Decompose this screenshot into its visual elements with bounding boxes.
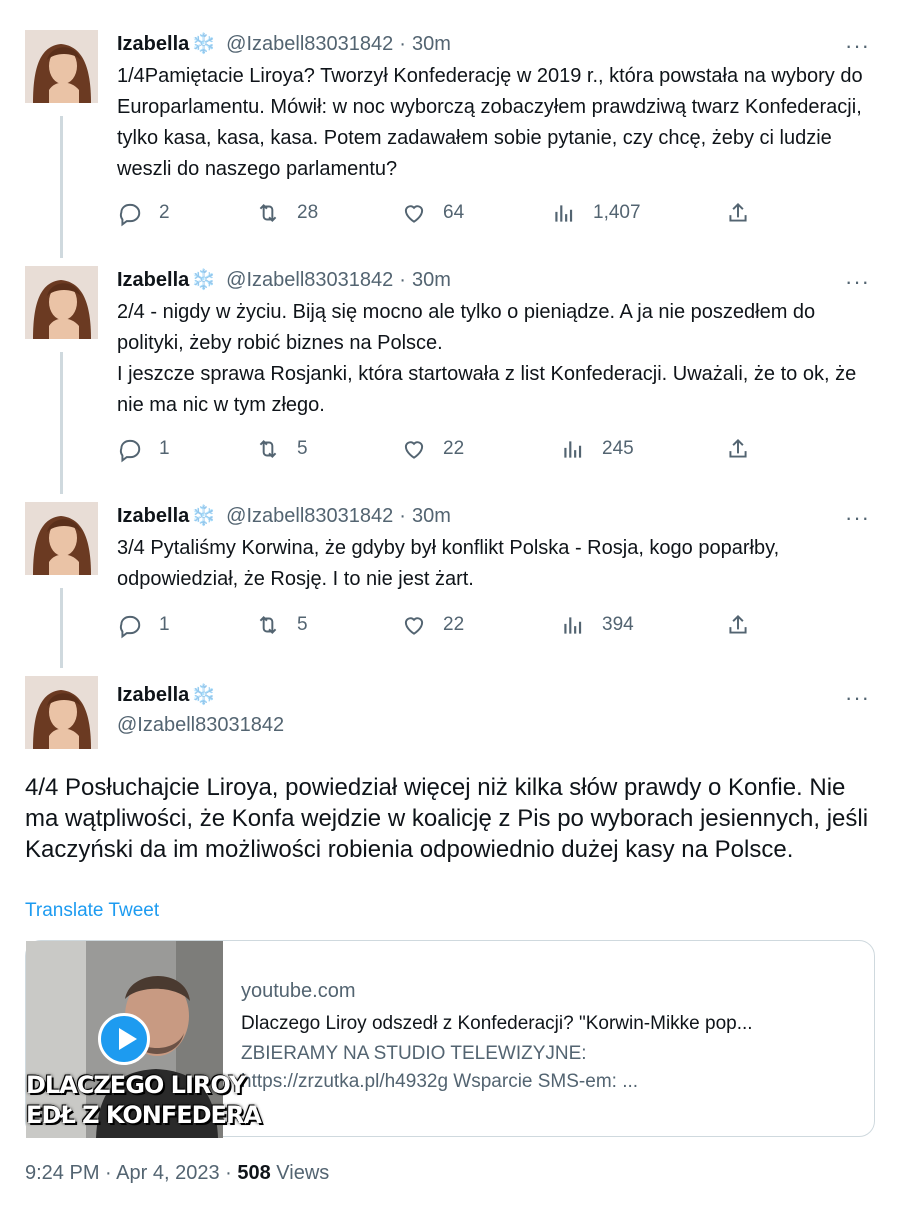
snowflake-icon: ❄️ <box>191 505 217 527</box>
tweet-text: 1/4Pamiętacie Liroya? Tworzył Konfederację w 2019 r., która powstała na wybory do Europarlamentu. Mówił: w noc wyborczą zobaczyłem prawdziwą twarz Konfederacji, tylko kasa, kasa, kasa. Potem zadawałem sobie pytanie, czy chcę, żeby ci ludzie weszli do naszego parlamentu? <box>117 65 863 180</box>
tweet-time[interactable]: 30m <box>411 33 451 55</box>
share-button[interactable] <box>725 612 751 638</box>
like-count: 22 <box>443 614 465 635</box>
reply-button[interactable] <box>117 200 170 226</box>
tweet-text: 2/4 - nigdy w życiu. Biją się mocno ale tylko o pieniądze. A ja nie poszedłem do polityki, żeby robić biznes na Polsce. I jeszcze sprawa Rosjanki, która startowała z list Konfederacji. Uważali, że to ok, że nie ma nic w tym złego. <box>117 301 857 416</box>
views-button[interactable] <box>560 612 634 638</box>
reply-button[interactable] <box>117 612 170 638</box>
tweet-text: 3/4 Pytaliśmy Korwina, że gdyby był konflikt Polska - Rosja, kogo poparłby, odpowiedział, że Rosję. I to nie jest żart. <box>117 537 780 590</box>
views-button[interactable] <box>560 436 634 462</box>
analytics-icon <box>551 200 577 226</box>
share-button[interactable] <box>725 200 751 226</box>
retweet-count: 5 <box>297 614 308 635</box>
tweet-3[interactable] <box>0 476 900 656</box>
share-icon <box>725 436 751 462</box>
thumbnail-caption-1: DLACZEGO LIROY <box>26 1071 246 1099</box>
avatar[interactable] <box>25 502 98 575</box>
tweet-header <box>117 504 451 528</box>
translate-tweet-link[interactable]: Translate Tweet <box>25 900 160 921</box>
author-handle[interactable]: @Izabell83031842 <box>226 269 394 291</box>
reply-icon <box>117 436 143 462</box>
author-handle[interactable]: @Izabell83031842 <box>117 714 285 736</box>
reply-button[interactable] <box>117 436 170 462</box>
retweet-icon <box>255 612 281 638</box>
tweet-header <box>117 268 451 292</box>
like-button[interactable] <box>401 612 464 638</box>
more-options-icon[interactable]: ··· <box>845 505 870 530</box>
separator-dot: · <box>399 269 406 291</box>
reply-count: 1 <box>159 438 170 459</box>
retweet-icon <box>255 436 281 462</box>
tweet-actions <box>117 612 757 642</box>
tweet-actions <box>117 436 757 466</box>
tweet-1[interactable] <box>0 0 900 240</box>
views-count: 245 <box>602 438 634 459</box>
link-domain: youtube.com <box>241 980 356 1002</box>
like-button[interactable] <box>401 200 464 226</box>
link-card-body <box>223 941 874 1136</box>
tweet-views-label: Views <box>270 1162 330 1184</box>
like-button[interactable] <box>401 436 464 462</box>
views-button[interactable] <box>551 200 641 226</box>
share-icon <box>725 200 751 226</box>
avatar[interactable] <box>25 676 98 749</box>
snowflake-icon: ❄️ <box>191 33 217 55</box>
reply-count: 2 <box>159 202 170 223</box>
author-name[interactable]: Izabella <box>117 684 190 706</box>
play-icon[interactable] <box>98 1013 150 1065</box>
tweet-time[interactable]: 30m <box>411 269 451 291</box>
heart-icon <box>401 200 427 226</box>
like-count: 22 <box>443 438 465 459</box>
reply-count: 1 <box>159 614 170 635</box>
author-handle[interactable]: @Izabell83031842 <box>226 505 394 527</box>
analytics-icon <box>560 612 586 638</box>
retweet-count: 28 <box>297 202 319 223</box>
link-description-line-2: https://zrzutka.pl/h4932g Wsparcie SMS-em: ... <box>241 1071 639 1092</box>
link-card[interactable] <box>25 940 875 1137</box>
snowflake-icon: ❄️ <box>191 684 217 706</box>
video-thumbnail[interactable] <box>26 941 262 1138</box>
tweet-header <box>117 32 451 56</box>
tweet-actions <box>117 200 757 230</box>
tweet-views-count: 508 <box>237 1162 271 1184</box>
more-options-icon[interactable]: ··· <box>845 685 870 710</box>
snowflake-icon: ❄️ <box>191 269 217 291</box>
tweet-meta <box>25 1162 329 1185</box>
reply-icon <box>117 200 143 226</box>
analytics-icon <box>560 436 586 462</box>
reply-icon <box>117 612 143 638</box>
heart-icon <box>401 436 427 462</box>
main-author-block <box>117 682 284 738</box>
author-handle[interactable]: @Izabell83031842 <box>226 33 394 55</box>
retweet-button[interactable] <box>255 612 308 638</box>
tweet-timestamp[interactable]: 9:24 PM · Apr 4, 2023 · <box>25 1162 238 1184</box>
link-description-line-1: ZBIERAMY NA STUDIO TELEWIZYJNE: <box>241 1043 587 1064</box>
more-options-icon[interactable]: ··· <box>845 33 870 58</box>
retweet-icon <box>255 200 281 226</box>
retweet-count: 5 <box>297 438 308 459</box>
share-button[interactable] <box>725 436 751 462</box>
link-title: Dlaczego Liroy odszedł z Konfederacji? "Korwin-Mikke pop... <box>241 1013 753 1034</box>
tweet-time[interactable]: 30m <box>411 505 451 527</box>
share-icon <box>725 612 751 638</box>
author-name[interactable]: Izabella <box>117 269 190 291</box>
views-count: 394 <box>602 614 634 635</box>
retweet-button[interactable] <box>255 436 308 462</box>
main-tweet-text: 4/4 Posłuchajcie Liroya, powiedział więcej niż kilka słów prawdy o Konfie. Nie ma wątpliwości, że Konfa wejdzie w koalicję z Pis po wyborach jesiennych, jeśli Kaczyński da im możliwości robienia odpowiednio dużej kasy na Polsce. <box>25 774 869 863</box>
separator-dot: · <box>399 33 406 55</box>
author-name[interactable]: Izabella <box>117 505 190 527</box>
separator-dot: · <box>399 505 406 527</box>
tweet-2[interactable] <box>0 240 900 476</box>
more-options-icon[interactable]: ··· <box>845 269 870 294</box>
retweet-button[interactable] <box>255 200 318 226</box>
views-count: 1,407 <box>593 202 641 223</box>
thumbnail-caption-2: EDŁ Z KONFEDERA <box>26 1101 262 1129</box>
heart-icon <box>401 612 427 638</box>
author-name[interactable]: Izabella <box>117 33 190 55</box>
avatar[interactable] <box>25 266 98 339</box>
link-description <box>241 1040 851 1096</box>
avatar[interactable] <box>25 30 98 103</box>
like-count: 64 <box>443 202 465 223</box>
